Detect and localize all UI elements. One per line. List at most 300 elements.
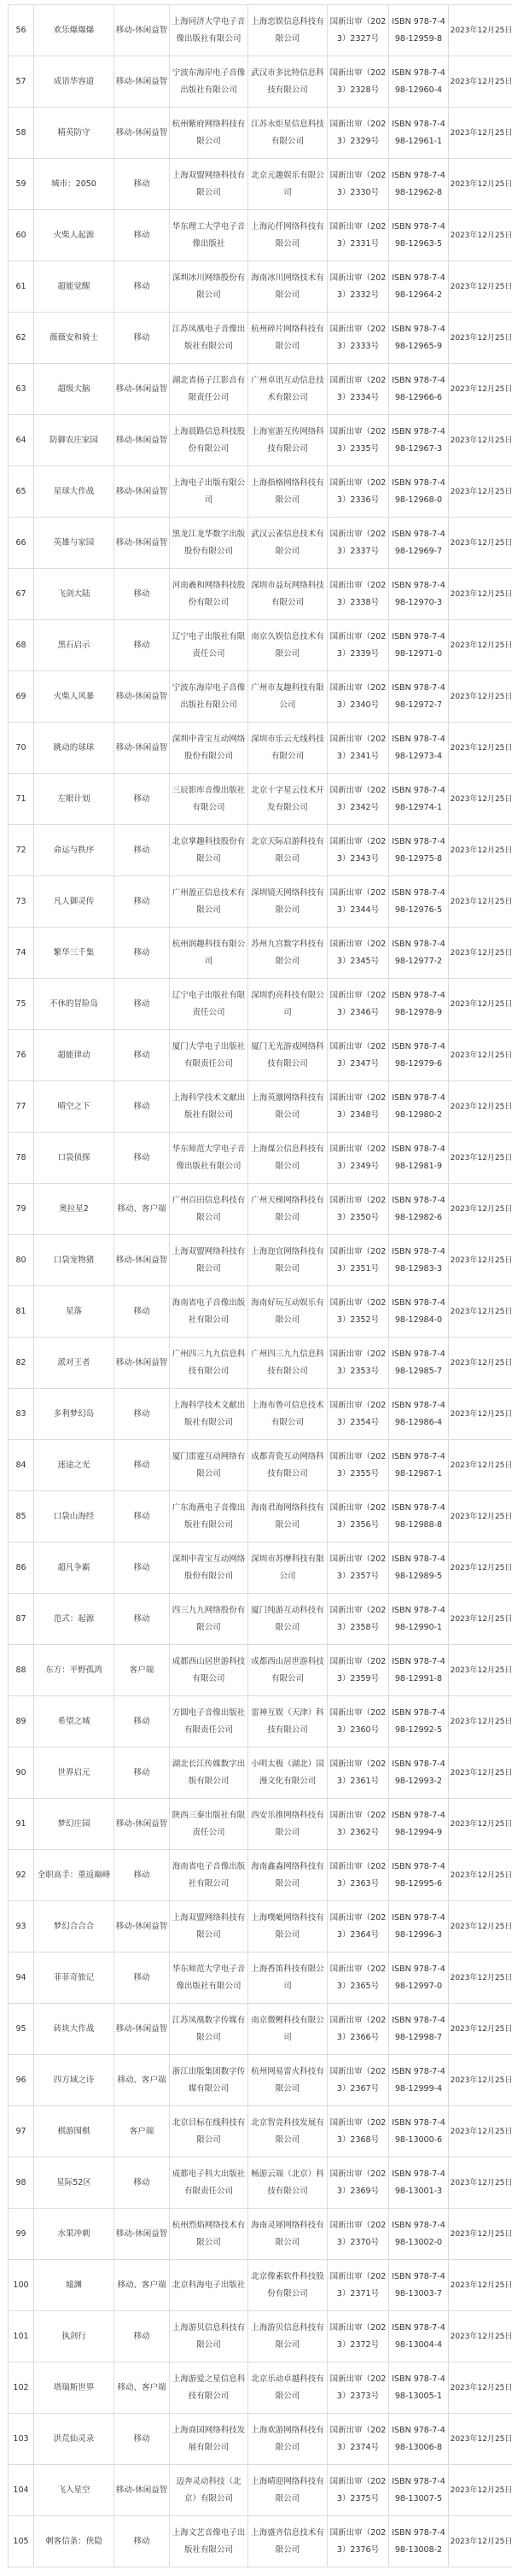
row-number-cell: 59 (9, 159, 34, 210)
isbn-cell: ISBN 978-7-498-12973-4 (389, 723, 449, 774)
table-row (9, 1184, 512, 1235)
game-title-cell: 奥拉星2 (34, 1184, 114, 1235)
table-row (9, 1030, 512, 1081)
approval-number-cell: 国新出审（2023）2332号 (328, 261, 389, 313)
publisher-cell: 四三九九网络股份有限公司 (170, 1594, 248, 1645)
approval-number-cell: 国新出审（2023）2341号 (328, 723, 389, 774)
approval-number-cell: 国新出审（2023）2353号 (328, 1338, 389, 1389)
publisher-cell: 深圳中青宝互动网络股份有限公司 (170, 1543, 248, 1594)
platform-type-cell: 移动 (114, 1286, 170, 1338)
platform-type-cell: 移动 (114, 1748, 170, 1799)
row-number-cell: 77 (9, 1081, 34, 1133)
operator-cell: 广州天梯网络科技有限公司 (248, 1184, 328, 1235)
row-number-cell: 74 (9, 928, 34, 979)
row-number-cell: 95 (9, 2004, 34, 2055)
isbn-cell: ISBN 978-7-498-12990-1 (389, 1594, 449, 1645)
operator-cell: 小明太极（湖北）国漫文化有限公司 (248, 1748, 328, 1799)
operator-cell: 北京像素软件科技股份有限公司 (248, 2260, 328, 2311)
approval-date-cell: 2023年12月25日 (449, 1543, 512, 1594)
game-title-cell: 四方域之诗 (34, 2055, 114, 2106)
isbn-cell: ISBN 978-7-498-12964-2 (389, 261, 449, 313)
isbn-cell: ISBN 978-7-498-12982-6 (389, 1184, 449, 1235)
publisher-cell: 三辰影库音像出版社有限公司 (170, 774, 248, 825)
platform-type-cell: 移动、客户端 (114, 2362, 170, 2414)
platform-type-cell: 移动-休闲益智 (114, 1235, 170, 1286)
approval-number-cell: 国新出审（2023）2367号 (328, 2055, 389, 2106)
operator-cell: 上海煤公信息科技有限公司 (248, 1133, 328, 1184)
approval-date-cell: 2023年12月25日 (449, 1952, 512, 2004)
row-number-cell: 86 (9, 1543, 34, 1594)
approval-number-cell: 国新出审（2023）2363号 (328, 1850, 389, 1901)
approval-date-cell: 2023年12月25日 (449, 1799, 512, 1850)
approval-date-cell: 2023年12月25日 (449, 2106, 512, 2157)
approval-date-cell: 2023年12月25日 (449, 1338, 512, 1389)
row-number-cell: 93 (9, 1901, 34, 1952)
operator-cell: 广州市友趣科技有限公司 (248, 671, 328, 723)
approval-number-cell: 国新出审（2023）2373号 (328, 2362, 389, 2414)
table-row (9, 261, 512, 313)
platform-type-cell: 移动-休闲益智 (114, 1799, 170, 1850)
approval-date-cell: 2023年12月25日 (449, 1440, 512, 1491)
platform-type-cell: 移动 (114, 979, 170, 1030)
publisher-cell: 辽宁电子出版社有限责任公司 (170, 979, 248, 1030)
table-row (9, 2055, 512, 2106)
isbn-cell: ISBN 978-7-498-12996-3 (389, 1901, 449, 1952)
row-number-cell: 57 (9, 56, 34, 108)
operator-cell: 武汉云雀信息技术有限公司 (248, 518, 328, 569)
operator-cell: 上海晴迎网络科技有限公司 (248, 2465, 328, 2516)
publisher-cell: 湖北省扬子江影音有限责任公司 (170, 364, 248, 415)
operator-cell: 南京久娱信息技术有限公司 (248, 620, 328, 671)
row-number-cell: 70 (9, 723, 34, 774)
platform-type-cell: 移动 (114, 1491, 170, 1543)
isbn-cell: ISBN 978-7-498-12983-3 (389, 1235, 449, 1286)
game-title-cell: 防御农庄家园 (34, 415, 114, 466)
platform-type-cell: 移动 (114, 1594, 170, 1645)
platform-type-cell: 移动-休闲益智 (114, 1338, 170, 1389)
isbn-cell: ISBN 978-7-498-12994-9 (389, 1799, 449, 1850)
row-number-cell: 101 (9, 2311, 34, 2362)
platform-type-cell: 客户端 (114, 1645, 170, 1696)
platform-type-cell: 移动 (114, 1850, 170, 1901)
approval-date-cell: 2023年12月25日 (449, 928, 512, 979)
approval-number-cell: 国新出审（2023）2346号 (328, 979, 389, 1030)
row-number-cell: 98 (9, 2157, 34, 2209)
row-number-cell: 78 (9, 1133, 34, 1184)
isbn-cell: ISBN 978-7-498-12988-8 (389, 1491, 449, 1543)
game-title-cell: 飞入星空 (34, 2465, 114, 2516)
approval-number-cell: 国新出审（2023）2366号 (328, 2004, 389, 2055)
publisher-cell: 辽宁电子出版社有限责任公司 (170, 620, 248, 671)
publisher-cell: 海南省电子音像出版社有限公司 (170, 1286, 248, 1338)
approval-number-cell: 国新出审（2023）2361号 (328, 1748, 389, 1799)
game-title-cell: 执剑行 (34, 2311, 114, 2362)
game-title-cell: 晴空之下 (34, 1081, 114, 1133)
approval-date-cell: 2023年12月25日 (449, 1235, 512, 1286)
game-title-cell: 塔瑞斯世界 (34, 2362, 114, 2414)
publisher-cell: 成都电子科大出版社有限责任公司 (170, 2157, 248, 2209)
row-number-cell: 72 (9, 825, 34, 876)
publisher-cell: 上海商国网络科技发展有限公司 (170, 2414, 248, 2465)
platform-type-cell: 移动 (114, 1696, 170, 1748)
approval-number-cell: 国新出审（2023）2340号 (328, 671, 389, 723)
approval-number-cell: 国新出审（2023）2365号 (328, 1952, 389, 2004)
approval-number-cell: 国新出审（2023）2364号 (328, 1901, 389, 1952)
operator-cell: 武汉市多比特信息科技有限公司 (248, 56, 328, 108)
operator-cell: 苏州九宫数字科技有限公司 (248, 928, 328, 979)
platform-type-cell: 移动 (114, 1133, 170, 1184)
platform-type-cell: 移动 (114, 2414, 170, 2465)
platform-type-cell: 移动 (114, 2311, 170, 2362)
operator-cell: 深圳市乐云无线科技有限公司 (248, 723, 328, 774)
isbn-cell: ISBN 978-7-498-12975-8 (389, 825, 449, 876)
row-number-cell: 67 (9, 569, 34, 620)
approval-number-cell: 国新出审（2023）2338号 (328, 569, 389, 620)
publisher-cell: 广州四三九九信息科技有限公司 (170, 1338, 248, 1389)
approval-number-cell: 国新出审（2023）2357号 (328, 1543, 389, 1594)
game-title-cell: 命运与秩序 (34, 825, 114, 876)
game-title-cell: 超能律动 (34, 1030, 114, 1081)
approval-date-cell: 2023年12月25日 (449, 671, 512, 723)
approval-date-cell: 2023年12月25日 (449, 5, 512, 56)
approval-date-cell: 2023年12月25日 (449, 620, 512, 671)
platform-type-cell: 移动-休闲益智 (114, 723, 170, 774)
row-number-cell: 91 (9, 1799, 34, 1850)
approval-date-cell: 2023年12月25日 (449, 1491, 512, 1543)
row-number-cell: 84 (9, 1440, 34, 1491)
operator-cell: 上海沁仟网络科技有限公司 (248, 210, 328, 261)
isbn-cell: ISBN 978-7-498-12989-5 (389, 1543, 449, 1594)
row-number-cell: 63 (9, 364, 34, 415)
publisher-cell: 宁波东海岸电子音像出版社有限公司 (170, 671, 248, 723)
row-number-cell: 76 (9, 1030, 34, 1081)
operator-cell: 深圳市益玩网络科技有限公司 (248, 569, 328, 620)
operator-cell: 海南冰川网络技术有限公司 (248, 261, 328, 313)
publisher-cell: 广州百田信息科技有限公司 (170, 1184, 248, 1235)
table-row (9, 518, 512, 569)
game-title-cell: 薇薇安和骑士 (34, 313, 114, 364)
approval-number-cell: 国新出审（2023）2347号 (328, 1030, 389, 1081)
row-number-cell: 92 (9, 1850, 34, 1901)
game-title-cell: 超凡争霸 (34, 1543, 114, 1594)
platform-type-cell: 移动 (114, 313, 170, 364)
publisher-cell: 江苏凤凰电子音像出版社有限公司 (170, 313, 248, 364)
game-title-cell: 超能觉醒 (34, 261, 114, 313)
row-number-cell: 85 (9, 1491, 34, 1543)
game-title-cell: 跳动的球球 (34, 723, 114, 774)
platform-type-cell: 移动-休闲益智 (114, 56, 170, 108)
row-number-cell: 89 (9, 1696, 34, 1748)
game-title-cell: 棋游围棋 (34, 2106, 114, 2157)
approval-number-cell: 国新出审（2023）2349号 (328, 1133, 389, 1184)
approval-number-cell: 国新出审（2023）2335号 (328, 415, 389, 466)
row-number-cell: 58 (9, 108, 34, 159)
approval-number-cell: 国新出审（2023）2336号 (328, 466, 389, 518)
approval-number-cell: 国新出审（2023）2337号 (328, 518, 389, 569)
isbn-cell: ISBN 978-7-498-12959-8 (389, 5, 449, 56)
table-row (9, 2106, 512, 2157)
publisher-cell: 宁波东海岸电子音像出版社有限公司 (170, 56, 248, 108)
approval-date-cell: 2023年12月25日 (449, 1645, 512, 1696)
isbn-cell: ISBN 978-7-498-13004-4 (389, 2311, 449, 2362)
table-row (9, 1081, 512, 1133)
publisher-cell: 海南省电子音像出版社有限公司 (170, 1850, 248, 1901)
table-row (9, 108, 512, 159)
operator-cell: 北京十字星云技术开发有限公司 (248, 774, 328, 825)
publisher-cell: 上海电子出版有限公司 (170, 466, 248, 518)
game-title-cell: 繁华三千集 (34, 928, 114, 979)
publisher-cell: 成都西山居世游科技有限公司 (170, 1645, 248, 1696)
isbn-cell: ISBN 978-7-498-12963-5 (389, 210, 449, 261)
row-number-cell: 71 (9, 774, 34, 825)
operator-cell: 上海游贝信息科技有限公司 (248, 2311, 328, 2362)
platform-type-cell: 移动 (114, 1543, 170, 1594)
approval-number-cell: 国新出审（2023）2334号 (328, 364, 389, 415)
isbn-cell: ISBN 978-7-498-12997-0 (389, 1952, 449, 2004)
table-row (9, 364, 512, 415)
row-number-cell: 80 (9, 1235, 34, 1286)
approval-number-cell: 国新出审（2023）2333号 (328, 313, 389, 364)
table-row (9, 569, 512, 620)
table-row (9, 466, 512, 518)
platform-type-cell: 移动 (114, 928, 170, 979)
isbn-cell: ISBN 978-7-498-13001-3 (389, 2157, 449, 2209)
isbn-cell: ISBN 978-7-498-12970-3 (389, 569, 449, 620)
platform-type-cell: 移动-休闲益智 (114, 671, 170, 723)
table-row (9, 5, 512, 56)
approval-number-cell: 国新出审（2023）2329号 (328, 108, 389, 159)
row-number-cell: 102 (9, 2362, 34, 2414)
platform-type-cell: 移动-休闲益智 (114, 364, 170, 415)
row-number-cell: 99 (9, 2209, 34, 2260)
table-row (9, 210, 512, 261)
game-title-cell: 欢乐爆爆爆 (34, 5, 114, 56)
platform-type-cell: 移动-休闲益智 (114, 2209, 170, 2260)
platform-type-cell: 移动 (114, 1952, 170, 2004)
approval-date-cell: 2023年12月25日 (449, 1594, 512, 1645)
publisher-cell: 华东理工大学电子音像出版社 (170, 210, 248, 261)
row-number-cell: 65 (9, 466, 34, 518)
isbn-cell: ISBN 978-7-498-12966-6 (389, 364, 449, 415)
approval-date-cell: 2023年12月25日 (449, 979, 512, 1030)
isbn-cell: ISBN 978-7-498-12978-9 (389, 979, 449, 1030)
publisher-cell: 陕西三秦出版社有限责任公司 (170, 1799, 248, 1850)
row-number-cell: 90 (9, 1748, 34, 1799)
approval-number-cell: 国新出审（2023）2376号 (328, 2516, 389, 2567)
platform-type-cell: 移动 (114, 1440, 170, 1491)
row-number-cell: 60 (9, 210, 34, 261)
game-title-cell: 不休的冒险岛 (34, 979, 114, 1030)
table-row (9, 1543, 512, 1594)
publisher-cell: 杭州紫府网络科技有限公司 (170, 108, 248, 159)
platform-type-cell: 移动-休闲益智 (114, 466, 170, 518)
platform-type-cell: 移动 (114, 774, 170, 825)
approval-number-cell: 国新出审（2023）2355号 (328, 1440, 389, 1491)
approval-number-cell: 国新出审（2023）2348号 (328, 1081, 389, 1133)
approval-date-cell: 2023年12月25日 (449, 825, 512, 876)
approval-date-cell: 2023年12月25日 (449, 1133, 512, 1184)
publisher-cell: 迈奔灵动科技（北京）有限公司 (170, 2465, 248, 2516)
operator-cell: 深圳豹亮科技有限公司 (248, 979, 328, 1030)
operator-cell: 上海噗呲网络科技有限公司 (248, 1901, 328, 1952)
approval-date-cell: 2023年12月25日 (449, 723, 512, 774)
game-title-cell: 凡人御灵传 (34, 876, 114, 928)
row-number-cell: 82 (9, 1338, 34, 1389)
isbn-cell: ISBN 978-7-498-12985-7 (389, 1338, 449, 1389)
game-title-cell: 城市：2050 (34, 159, 114, 210)
platform-type-cell: 移动-休闲益智 (114, 415, 170, 466)
table-row (9, 2260, 512, 2311)
approval-number-cell: 国新出审（2023）2358号 (328, 1594, 389, 1645)
approval-date-cell: 2023年12月25日 (449, 1081, 512, 1133)
approval-date-cell: 2023年12月25日 (449, 2362, 512, 2414)
game-title-cell: 超级大脑 (34, 364, 114, 415)
table-row (9, 2516, 512, 2567)
operator-cell: 上海迩宜网络科技有限公司 (248, 1235, 328, 1286)
game-title-cell: 世界启元 (34, 1748, 114, 1799)
publisher-cell: 厦门雷霆互动网络有限公司 (170, 1440, 248, 1491)
isbn-cell: ISBN 978-7-498-12993-2 (389, 1748, 449, 1799)
platform-type-cell: 移动-休闲益智 (114, 2465, 170, 2516)
publisher-cell: 上海双盟网络科技有限公司 (170, 1901, 248, 1952)
row-number-cell: 96 (9, 2055, 34, 2106)
isbn-cell: ISBN 978-7-498-13003-7 (389, 2260, 449, 2311)
publisher-cell: 上海科学技术文献出版社有限公司 (170, 1081, 248, 1133)
row-number-cell: 104 (9, 2465, 34, 2516)
publisher-cell: 方圆电子音像出版社有限责任公司 (170, 1696, 248, 1748)
operator-cell: 雷神互娱（天津）科技有限公司 (248, 1696, 328, 1748)
row-number-cell: 56 (9, 5, 34, 56)
table-row (9, 159, 512, 210)
row-number-cell: 62 (9, 313, 34, 364)
game-title-cell: 星落 (34, 1286, 114, 1338)
publisher-cell: 上海文艺音像电子出版社有限公司 (170, 2516, 248, 2567)
operator-cell: 上海英激网络科技有限公司 (248, 1081, 328, 1133)
platform-type-cell: 移动 (114, 876, 170, 928)
approval-date-cell: 2023年12月25日 (449, 108, 512, 159)
row-number-cell: 81 (9, 1286, 34, 1338)
approval-date-cell: 2023年12月25日 (449, 2311, 512, 2362)
game-title-cell: 左眼计划 (34, 774, 114, 825)
platform-type-cell: 移动、客户端 (114, 2260, 170, 2311)
platform-type-cell: 移动 (114, 569, 170, 620)
table-row (9, 1645, 512, 1696)
approval-date-cell: 2023年12月25日 (449, 261, 512, 313)
table-row (9, 620, 512, 671)
game-title-cell: 全职高手：重返巅峰 (34, 1850, 114, 1901)
game-title-cell: 范式：起源 (34, 1594, 114, 1645)
row-number-cell: 103 (9, 2414, 34, 2465)
game-title-cell: 洪荒仙灵录 (34, 2414, 114, 2465)
publisher-cell: 广州盈正信息技术有限公司 (170, 876, 248, 928)
platform-type-cell: 移动、客户端 (114, 2055, 170, 2106)
approval-date-cell: 2023年12月25日 (449, 2004, 512, 2055)
publisher-cell: 厦门大学电子出版社有限责任公司 (170, 1030, 248, 1081)
approval-number-cell: 国新出审（2023）2352号 (328, 1286, 389, 1338)
publisher-cell: 杭州润趣科技有限公司 (170, 928, 248, 979)
operator-cell: 畅游云端（北京）科技有限公司 (248, 2157, 328, 2209)
table-row (9, 1133, 512, 1184)
isbn-cell: ISBN 978-7-498-12969-7 (389, 518, 449, 569)
game-title-cell: 口袋山海经 (34, 1491, 114, 1543)
approval-number-cell: 国新出审（2023）2360号 (328, 1696, 389, 1748)
publisher-cell: 北京科海电子出版社 (170, 2260, 248, 2311)
approval-number-cell: 国新出审（2023）2331号 (328, 210, 389, 261)
isbn-cell: ISBN 978-7-498-13006-8 (389, 2414, 449, 2465)
operator-cell: 北京智竞科技发展有限公司 (248, 2106, 328, 2157)
approval-date-cell: 2023年12月25日 (449, 56, 512, 108)
operator-cell: 杭州碎片网络科技有限公司 (248, 313, 328, 364)
operator-cell: 南京微鲤科技有限公司 (248, 2004, 328, 2055)
approval-number-cell: 国新出审（2023）2368号 (328, 2106, 389, 2157)
approval-number-cell: 国新出审（2023）2372号 (328, 2311, 389, 2362)
isbn-cell: ISBN 978-7-498-12999-4 (389, 2055, 449, 2106)
operator-cell: 上海欢游网络科技有限公司 (248, 2414, 328, 2465)
isbn-cell: ISBN 978-7-498-12981-9 (389, 1133, 449, 1184)
publisher-cell: 上海游爱之星信息科技有限公司 (170, 2362, 248, 2414)
table-row (9, 2465, 512, 2516)
table-row (9, 2004, 512, 2055)
approval-date-cell: 2023年12月25日 (449, 466, 512, 518)
isbn-cell: ISBN 978-7-498-13002-0 (389, 2209, 449, 2260)
approval-date-cell: 2023年12月25日 (449, 1696, 512, 1748)
operator-cell: 北京天际启游科技有限公司 (248, 825, 328, 876)
game-title-cell: 迷途之光 (34, 1440, 114, 1491)
operator-cell: 上海盛齐信息技术有限公司 (248, 2516, 328, 2567)
table-row (9, 1696, 512, 1748)
isbn-cell: ISBN 978-7-498-12962-8 (389, 159, 449, 210)
game-title-cell: 飞剑大陆 (34, 569, 114, 620)
row-number-cell: 68 (9, 620, 34, 671)
approval-date-cell: 2023年12月25日 (449, 2516, 512, 2567)
isbn-cell: ISBN 978-7-498-12960-4 (389, 56, 449, 108)
row-number-cell: 97 (9, 2106, 34, 2157)
isbn-cell: ISBN 978-7-498-13000-6 (389, 2106, 449, 2157)
table-row (9, 2362, 512, 2414)
row-number-cell: 69 (9, 671, 34, 723)
approval-number-cell: 国新出审（2023）2328号 (328, 56, 389, 108)
operator-cell: 成都青瓷互动网络科技有限公司 (248, 1440, 328, 1491)
game-title-cell: 东方：平野孤鸿 (34, 1645, 114, 1696)
row-number-cell: 83 (9, 1389, 34, 1440)
approval-date-cell: 2023年12月25日 (449, 518, 512, 569)
isbn-cell: ISBN 978-7-498-12984-0 (389, 1286, 449, 1338)
table-row (9, 774, 512, 825)
approval-date-cell: 2023年12月25日 (449, 1184, 512, 1235)
operator-cell: 北京乐动卓越科技有限公司 (248, 2362, 328, 2414)
game-title-cell: 希望之城 (34, 1696, 114, 1748)
table-row (9, 2311, 512, 2362)
game-title-cell: 星际52区 (34, 2157, 114, 2209)
isbn-cell: ISBN 978-7-498-13005-1 (389, 2362, 449, 2414)
operator-cell: 海南好玩互动娱乐有限公司 (248, 1286, 328, 1338)
publisher-cell: 上海晨路信息科技股份有限公司 (170, 415, 248, 466)
approval-number-cell: 国新出审（2023）2356号 (328, 1491, 389, 1543)
approval-number-cell: 国新出审（2023）2327号 (328, 5, 389, 56)
approval-number-cell: 国新出审（2023）2351号 (328, 1235, 389, 1286)
table-row (9, 1491, 512, 1543)
row-number-cell: 75 (9, 979, 34, 1030)
game-title-cell: 火柴人风暴 (34, 671, 114, 723)
publisher-cell: 湖北长江传媒数字出版有限公司 (170, 1748, 248, 1799)
game-title-cell: 多利梦幻岛 (34, 1389, 114, 1440)
platform-type-cell: 移动、客户端 (114, 1184, 170, 1235)
row-number-cell: 87 (9, 1594, 34, 1645)
platform-type-cell: 移动 (114, 261, 170, 313)
table-row (9, 671, 512, 723)
operator-cell: 海南鑫淼网络科技有限公司 (248, 1850, 328, 1901)
game-title-cell: 黑石启示 (34, 620, 114, 671)
